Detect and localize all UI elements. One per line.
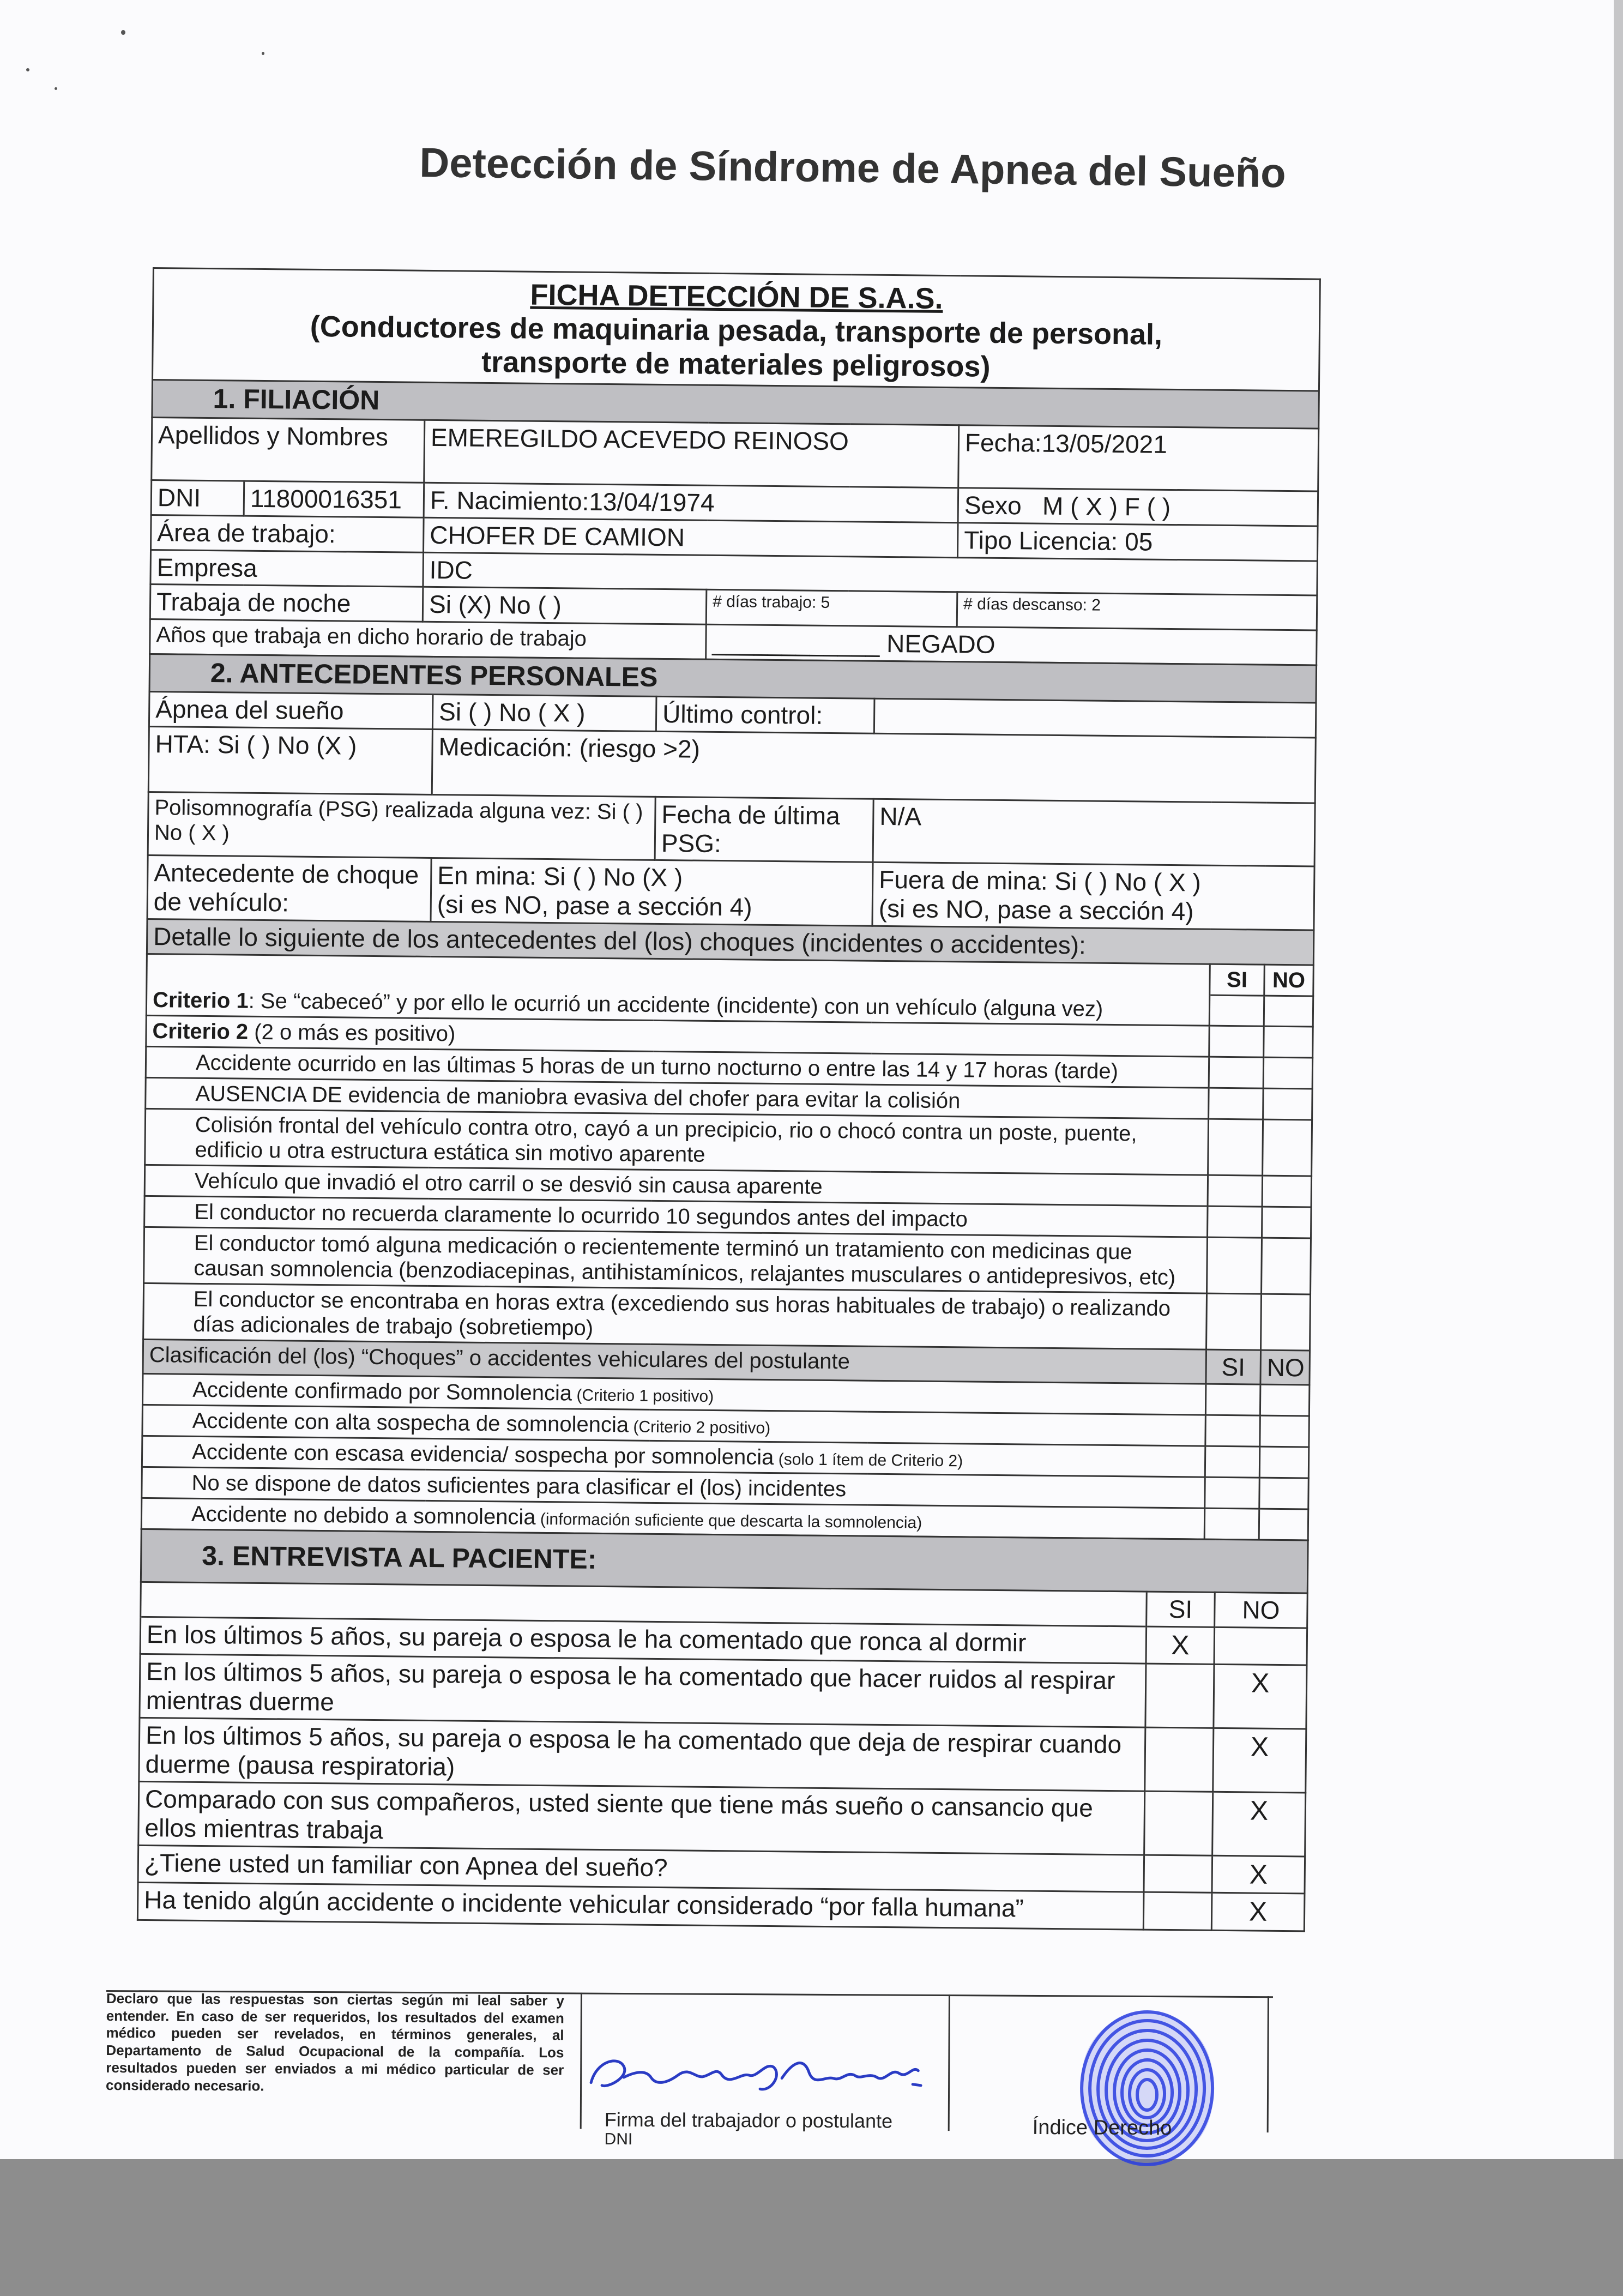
dias-trabajo: # días trabajo: 5 [706,590,957,627]
scanner-bed-bottom [0,2159,1623,2296]
clasificacion-heading: Clasificación del (los) “Choques” o accidentes vehiculares del postulante [143,1339,1206,1384]
section1-table [149,267,1321,666]
criterio2-item: Accidente ocurrido en las últimas 5 horas de un turno nocturno o entre las 14 y 17 horas (tarde) [146,1046,1209,1088]
clasificacion-no [1259,1478,1309,1510]
criterio-col-no: NO [1264,965,1314,996]
clasificacion-text: Accidente con alta sospecha de somnolencia [192,1409,629,1437]
criterio1-no [1264,996,1313,1026]
clasificacion-si [1205,1447,1260,1478]
clasificacion-text: Accidente confirmado por Somnolencia [192,1378,572,1406]
ultimo-control-value [874,698,1316,738]
choque-fuera [872,863,1314,931]
question-no-mark: X [1212,1792,1306,1856]
criterio2-item: Colisión frontal del vehículo contra otro, cayó a un precipicio, rio o chocó contra un poste, puente, edificio u otra estructura estática sin motivo aparente [145,1108,1209,1175]
signature-label: Firma del trabajador o postulante [604,2108,893,2132]
criterio2-item-no [1263,1057,1313,1089]
clasificacion-col-no: NO [1260,1350,1310,1385]
dust-speck [55,87,57,90]
footer-divider [948,1994,950,2131]
criterio2-text: (2 o más es positivo) [248,1020,456,1046]
sexo-value: M ( X ) F ( ) [1042,491,1171,521]
apnea-value: Si ( ) No ( X ) [432,694,656,731]
criterio1-label: Criterio 1 [152,987,249,1013]
criterio2-item: El conductor no recuerda claramente lo ocurrido 10 segundos antes del impacto [144,1196,1208,1237]
question-si-mark [1145,1664,1214,1728]
choque-fuera-note: (si es NO, pase a sección 4) [878,894,1194,926]
question-text: En los últimos 5 años, su pareja o esposa le ha comentado que hacer ruidos al respirar mientras duerme [140,1654,1146,1727]
sas-form [137,267,1319,1932]
clasificacion-text: No se dispone de datos suficientes para clasificar el (los) incidentes [191,1471,847,1502]
section1-heading: 1. FILIACIÓN [152,380,1319,429]
section2-heading: 2. ANTECEDENTES PERSONALES [149,654,1317,703]
noche-value: Si (X) No ( ) [423,587,707,625]
entrevista-col-no: NO [1215,1592,1308,1628]
criterio2-item: El conductor tomó alguna medicación o recientemente terminó un tratamiento con medicinas que causan somnolencia (benzodiacepinas, antihistamínicos, relajantes musculares o antidepresivos, etc) [144,1227,1208,1293]
anos-value: ____________ NEGADO [706,625,1317,666]
clasificacion-text: Accidente con escasa evidencia/ sospecha por somnolencia [191,1440,774,1470]
sexo-label: Sexo [964,491,1022,520]
question-si-mark: X [1146,1626,1215,1665]
question-text: Ha tenido algún accidente o incidente vehicular considerado “por falla humana” [137,1883,1144,1930]
criterio2-item-no [1262,1176,1312,1207]
criterio2-item-no [1263,1119,1312,1176]
criterio2-item-si [1208,1175,1263,1207]
clasificacion-col-si: SI [1206,1349,1261,1385]
question-text: ¿Tiene usted un familiar con Apnea del sueño? [138,1845,1144,1892]
apnea-label: Ápnea del sueño [149,691,433,729]
clasificacion-no [1259,1509,1308,1541]
criterio2-item-si [1208,1206,1263,1238]
question-text: En los últimos 5 años, su pareja o esposa le ha comentado que deja de respirar cuando duerme (pausa respiratoria) [139,1718,1145,1791]
fecha-value: Fecha:13/05/2021 [958,425,1319,491]
sexo-cell [958,487,1318,526]
entrevista-col-si: SI [1147,1592,1215,1627]
dni-label: DNI [151,480,244,516]
signature-footer [106,1990,1273,2149]
criterio2-si [1209,1026,1264,1057]
choque-label: Antecedente de choque de vehículo: [147,855,431,922]
criterio2-item-si [1208,1119,1263,1176]
criterio2-item-no [1262,1238,1311,1294]
ultimo-control-label: Último control: [656,696,874,733]
clasificacion-note: (información suficiente que descarta la somnolencia) [535,1510,922,1533]
question-no-mark [1214,1627,1307,1665]
noche-label: Trabaja de noche [150,584,423,622]
form-header [153,268,1320,391]
section2-table [141,653,1317,1541]
clasificacion-si [1205,1478,1260,1509]
thumbprint-label: Índice Derecho [1032,2116,1172,2140]
area-label: Área de trabajo: [151,515,424,552]
form-subtitle-line2: transporte de materiales peligrosos) [481,345,991,383]
form-title: FICHA DETECCIÓN DE S.A.S. [530,278,943,315]
psg-label: Polisomnografía (PSG) realizada alguna vez: Si ( ) No ( X ) [148,792,655,860]
footer-divider [1267,1996,1269,2132]
footer-divider [580,1993,582,2129]
clasificacion-si [1205,1384,1260,1416]
thumbprint-image [1076,2006,1218,2170]
question-si-mark [1145,1727,1214,1792]
dust-speck [262,52,264,55]
choque-mina [431,858,873,926]
apellidos-label: Apellidos y Nombres [152,417,425,483]
clasificacion-si [1205,1415,1260,1447]
choque-mina-value: En mina: Si ( ) No (X ) [437,861,683,892]
criterio2-no [1264,1026,1313,1058]
hta-value: HTA: Si ( ) No (X ) [148,726,432,794]
dust-speck [121,30,125,35]
criterio-col-si: SI [1210,964,1265,996]
choque-mina-note: (si es NO, pase a sección 4) [437,890,752,921]
clasificacion-no [1260,1416,1310,1448]
clasificacion-text: Accidente no debido a somnolencia [191,1502,536,1530]
question-si-mark [1144,1791,1213,1855]
form-subtitle-line1: (Conductores de maquinaria pesada, transporte de personal, [310,310,1163,351]
criterio2-item: Vehículo que invadió el otro carril o se desvió sin causa aparente [144,1165,1208,1206]
dust-speck [26,68,29,71]
psg-fecha-value: N/A [873,799,1315,867]
nacimiento-value: F. Nacimiento:13/04/1974 [424,483,958,522]
medicacion-value: Medicación: (riesgo >2) [432,729,1316,803]
declaration-text: Declaro que las respuestas son ciertas según mi leal saber y entender. En caso de ser requeridos, los resultados del examen médico pueden ser revelados, en términos generales, al Departamento de Salud Ocupacional de la compañía. Los resultados pueden ser enviados a mi médico particular de ser considerado necesario. [106,1990,564,2094]
clasificacion-si [1204,1509,1259,1540]
clasificacion-no [1260,1385,1310,1417]
criterio2-item-si [1207,1237,1262,1294]
clasificacion-no [1259,1447,1309,1479]
clasificacion-note: (solo 1 ítem de Criterio 2) [774,1450,963,1471]
criterio2-item-no [1262,1207,1312,1238]
section3-table [137,1528,1309,1932]
question-si-mark [1143,1892,1212,1930]
question-no-mark: X [1211,1893,1305,1931]
psg-fecha-label: Fecha de última PSG: [655,797,873,863]
criterio2-item-si [1206,1293,1262,1350]
apellidos-value: EMEREGILDO ACEVEDO REINOSO [424,420,959,487]
criterio2-item-si [1209,1057,1264,1088]
licencia-value: Tipo Licencia: 05 [957,522,1318,561]
criterio2-item-no [1263,1088,1313,1120]
question-no-mark: X [1213,1728,1306,1792]
dni-value: 11800016351 [244,481,424,517]
anos-label: Años que trabaja en dicho horario de trabajo [150,619,707,660]
choque-fuera-value: Fuera de mina: Si ( ) No ( X ) [879,865,1202,897]
document-title: Detección de Síndrome de Apnea del Sueño [419,139,1287,197]
scanner-edge-right [1614,0,1623,2159]
clasificacion-note: (Criterio 1 positivo) [571,1386,714,1406]
question-no-mark: X [1212,1855,1305,1894]
question-text: En los últimos 5 años, su pareja o esposa le ha comentado que ronca al dormir [140,1617,1147,1664]
worker-signature [586,2045,935,2106]
criterio2-item: AUSENCIA DE evidencia de maniobra evasiva del chofer para evitar la colisión [146,1077,1209,1119]
empresa-label: Empresa [150,550,424,587]
question-text: Comparado con sus compañeros, usted siente que tiene más sueño o cansancio que ellos mientras trabaja [138,1781,1145,1854]
criterio2-item-si [1209,1088,1264,1119]
clasificacion-note: (Criterio 2 positivo) [628,1418,771,1438]
area-value: CHOFER DE CAMION [424,517,958,557]
criterio2-item-no [1261,1294,1311,1351]
dias-descanso: # días descanso: 2 [957,592,1317,630]
criterio1-text: : Se “cabeceó” y por ello le ocurrió un accidente (incidente) con un vehículo (alguna vez) [248,989,1103,1021]
detalle-heading: Detalle lo siguiente de los antecedentes del (los) choques (incidentes o accidentes): [147,919,1314,965]
signature-dni-label: DNI [604,2130,633,2149]
empresa-value: IDC [423,552,1318,596]
criterio2-item: El conductor se encontraba en horas extra (excediendo sus horas habituales de trabajo) o realizando días adicionales de trabajo (sobretiempo) [143,1283,1207,1349]
criterio1-si [1209,995,1264,1026]
question-no-mark: X [1214,1665,1307,1729]
question-si-mark [1144,1855,1212,1893]
criterio2-label: Criterio 2 [152,1019,249,1044]
section3-heading: 3. ENTREVISTA AL PACIENTE: [141,1529,1308,1593]
